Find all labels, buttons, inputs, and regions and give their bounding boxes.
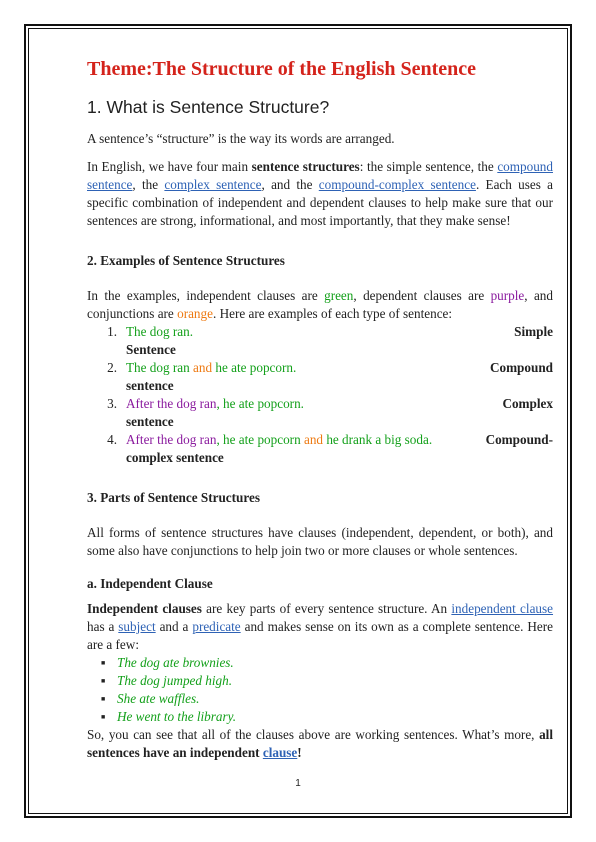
clause-segment: and bbox=[193, 360, 213, 375]
subject-link[interactable]: subject bbox=[118, 619, 156, 634]
compound-sentence-link[interactable]: compound sentence bbox=[87, 159, 553, 192]
clause-link[interactable]: clause bbox=[262, 745, 298, 760]
sentence-type-label: Compound- bbox=[485, 432, 553, 447]
example-body bbox=[117, 395, 553, 431]
clause-segment: and bbox=[303, 432, 324, 447]
sentence-type-label: Compound bbox=[489, 360, 553, 375]
sentence-type-label-continued: complex sentence bbox=[126, 450, 224, 465]
independent-clauses-bold: Independent clauses bbox=[87, 601, 202, 616]
example-body bbox=[117, 323, 553, 359]
square-bullet-icon: ■ bbox=[101, 713, 106, 721]
example-item bbox=[87, 359, 553, 395]
clause-segment: After the dog ran bbox=[126, 396, 217, 411]
example-number: 1. bbox=[107, 324, 117, 339]
example-item bbox=[87, 323, 553, 359]
section1-paragraph: In English, we have four main sentence structures: the simple sentence, the compound sentence, the complex sentence, and the compound-complex sentence. Each uses a specific combination of independent and dependent clauses to help make sure that our sentences are strong, informational, and most importantly, that they make sense! bbox=[87, 159, 553, 228]
example-number: 4. bbox=[107, 432, 117, 447]
complex-sentence-link[interactable]: complex sentence bbox=[164, 177, 262, 192]
example-body bbox=[117, 359, 553, 395]
theme-title: Theme:The Structure of the English Sentence bbox=[87, 58, 477, 80]
list-item: ■ He went to the library. bbox=[87, 708, 553, 726]
predicate-link[interactable]: predicate bbox=[192, 619, 241, 634]
independent-clause-examples bbox=[87, 654, 553, 726]
examples-list bbox=[87, 323, 553, 467]
square-bullet-icon: ■ bbox=[101, 695, 106, 703]
compound-complex-sentence-link[interactable]: compound-complex sentence bbox=[318, 177, 476, 192]
independent-clause-heading: a. Independent Clause bbox=[87, 576, 213, 591]
list-item: ■ She ate waffles. bbox=[87, 690, 553, 708]
example-sentence bbox=[126, 359, 296, 377]
section3-heading: 3. Parts of Sentence Structures bbox=[87, 490, 260, 505]
section3-intro: All forms of sentence structures have clauses (independent, dependent, or both), and some also have conjunctions to help join two or more clauses or whole sentences. bbox=[87, 525, 553, 558]
example-number: 3. bbox=[107, 396, 117, 411]
green-label: green bbox=[324, 288, 354, 303]
example-item bbox=[87, 395, 553, 431]
list-item: ■ The dog ate brownies. bbox=[87, 654, 553, 672]
independent-clause-paragraph: Independent clauses are key parts of every sentence structure. An independent clause has a subject and a predicate and makes sense on its own as a complete sentence. Here are a few: bbox=[87, 601, 554, 652]
list-item: ■ The dog jumped high. bbox=[87, 672, 553, 690]
clause-segment: , he ate popcorn bbox=[216, 432, 304, 447]
closing-paragraph: So, you can see that all of the clauses above are working sentences. What’s more, all sentences have an independent clause! bbox=[87, 727, 553, 760]
section2-heading: 2. Examples of Sentence Structures bbox=[87, 253, 285, 268]
example-line bbox=[126, 431, 553, 449]
section1-heading: 1. What is Sentence Structure? bbox=[87, 97, 330, 117]
square-bullet-icon: ■ bbox=[101, 677, 106, 685]
orange-label: orange bbox=[177, 306, 213, 321]
square-bullet-icon: ■ bbox=[101, 659, 106, 667]
example-item bbox=[87, 431, 553, 467]
example-line bbox=[126, 323, 553, 341]
example-sentence bbox=[126, 395, 304, 413]
independent-clause-link[interactable]: independent clause bbox=[451, 601, 554, 616]
clause-segment: he ate popcorn. bbox=[212, 360, 297, 375]
page-number: 1 bbox=[295, 778, 301, 789]
clause-segment: The dog ran bbox=[126, 360, 194, 375]
sentence-type-label-continued: sentence bbox=[126, 378, 174, 393]
sentence-structures-bold: sentence structures bbox=[251, 159, 360, 174]
clause-segment: , he ate popcorn. bbox=[216, 396, 304, 411]
section2-intro: In the examples, independent clauses are green, dependent clauses are purple, and conjunctions are orange. Here are examples of each type of sentence: bbox=[87, 288, 553, 321]
clause-segment: After the dog ran bbox=[126, 432, 217, 447]
sentence-type-label-continued: sentence bbox=[126, 414, 174, 429]
example-line bbox=[126, 359, 553, 377]
sentence-type-label-continued: Sentence bbox=[126, 342, 176, 357]
document-body bbox=[87, 56, 553, 762]
section1-intro: A sentence’s “structure” is the way its words are arranged. bbox=[87, 131, 395, 146]
clause-segment: he drank a big soda. bbox=[323, 432, 433, 447]
clause-segment: The dog ran. bbox=[126, 324, 194, 339]
purple-label: purple bbox=[490, 288, 525, 303]
example-sentence bbox=[126, 323, 193, 341]
example-body bbox=[117, 431, 553, 467]
example-sentence bbox=[126, 431, 432, 449]
sentence-type-label: Simple bbox=[514, 324, 553, 339]
sentence-type-label: Complex bbox=[502, 396, 553, 411]
example-line bbox=[126, 395, 553, 413]
example-number: 2. bbox=[107, 360, 117, 375]
closing-bold: all sentences have an independent clause! bbox=[87, 727, 553, 760]
